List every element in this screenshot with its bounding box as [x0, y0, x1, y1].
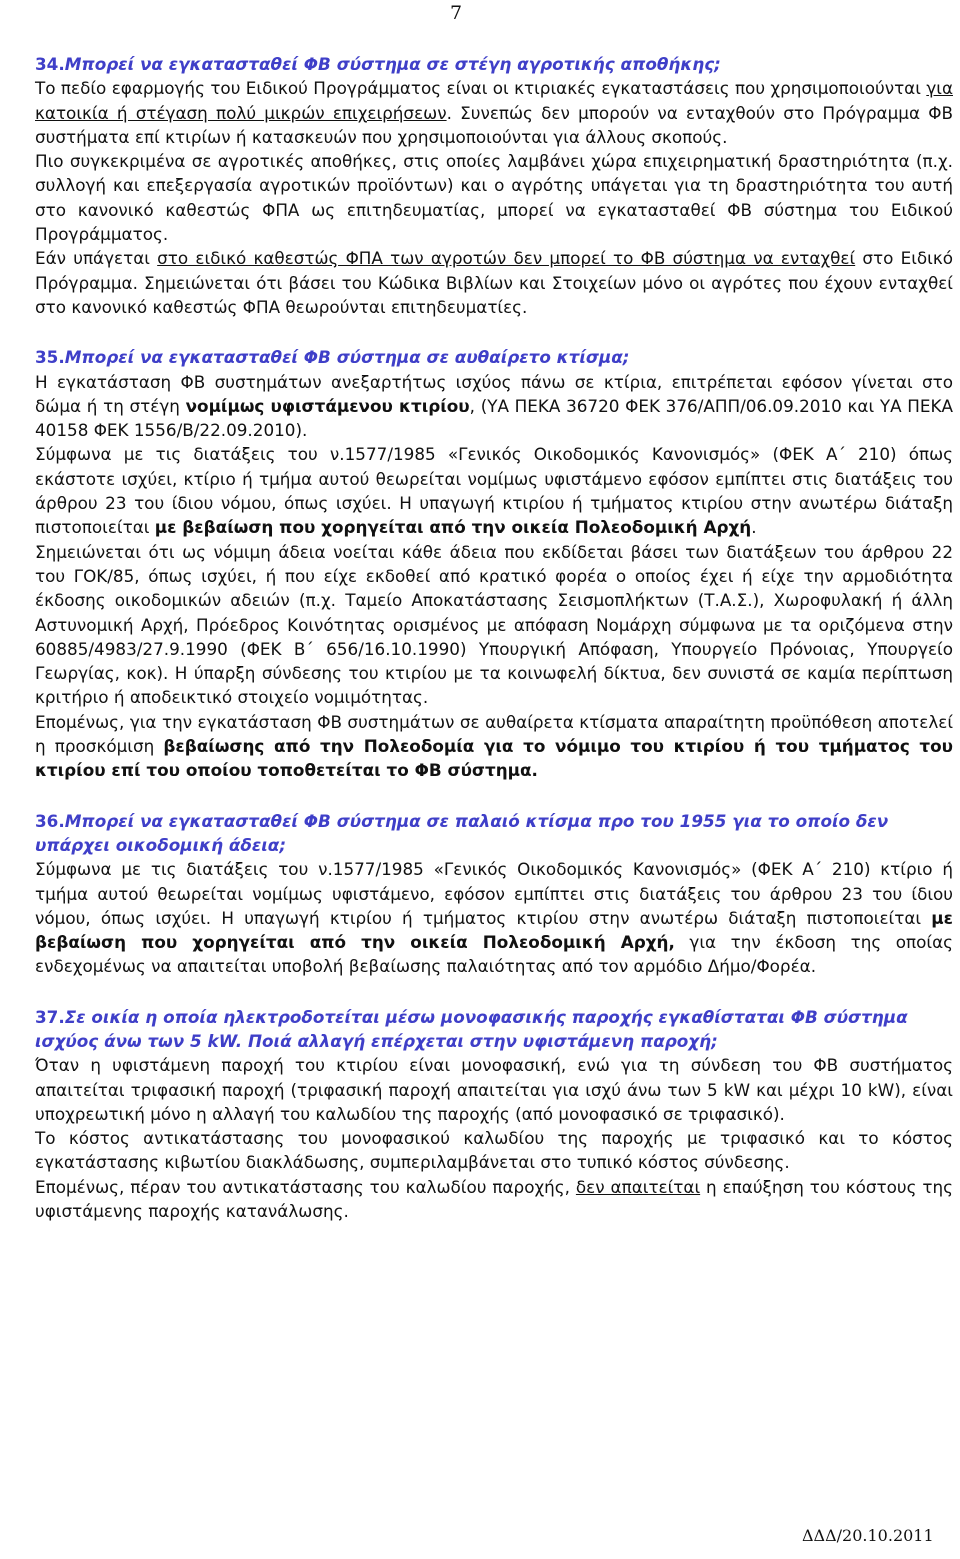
question-title — [35, 809, 953, 858]
footer-reference: ΔΔΔ/20.10.2011 — [802, 1526, 934, 1545]
bold-text: με βεβαίωση που χορηγείται από την οικεία Πολεοδομική Αρχή, — [35, 907, 953, 953]
question-text: Μπορεί να εγκατασταθεί ΦΒ σύστημα σε παλαιό κτίσμα προ του 1955 για το οποίο δεν υπάρχει οικοδομική άδεια; — [35, 810, 889, 855]
question-36 — [35, 809, 953, 979]
bold-text: νομίμως υφιστάμενου κτιρίου — [185, 395, 470, 416]
question-text: Μπορεί να εγκατασταθεί ΦΒ σύστημα σε αυθαίρετο κτίσμα; — [64, 347, 630, 368]
question-34 — [35, 52, 953, 319]
question-title — [35, 1005, 953, 1054]
question-number: 36. — [35, 810, 65, 831]
answer-paragraph: Το κόστος αντικατάστασης του μονοφασικού καλωδίου της παροχής με τριφασικό και το κόστος εγκατάστασης κιβωτίου διακλάδωσης, συμπεριλαμβάνεται στο τυπικό κόστος σύνδεσης. — [35, 1128, 953, 1173]
underlined-text: στο ειδικό καθεστώς ΦΠΑ των αγροτών δεν μπορεί το ΦΒ σύστημα να ενταχθεί — [157, 248, 856, 269]
question-37 — [35, 1005, 953, 1224]
bold-text: βεβαίωσης από την Πολεοδομία για το νόμιμο του κτιρίου ή του τμήματος του κτιρίου επί του οποίου τοποθετείται το ΦΒ σύστημα. — [35, 736, 953, 781]
answer-paragraph: Επομένως, πέραν του αντικατάστασης του καλωδίου παροχής, δεν απαιτείται η επαύξηση του κόστους της υφιστάμενης παροχής κατανάλωσης. — [35, 1176, 953, 1222]
question-title — [35, 52, 953, 76]
answer-paragraph: Πιο συγκεκριμένα σε αγροτικές αποθήκες, στις οποίες λαμβάνει χώρα επιχειρηματική δραστηριότητα (π.χ. συλλογή και επεξεργασία αγροτικών προϊόντων) και ο αγρότης υπάγεται για τη δραστηριότητα του αυτή στο κανονικό καθεστώς ΦΠΑ ως επιτηδευματίας, μπορεί να εγκατασταθεί ΦΒ σύστημα του Ειδικού Προγράμματος. — [35, 151, 953, 245]
question-35 — [35, 345, 953, 782]
underlined-text: για κατοικία ή στέγαση πολύ μικρών επιχειρήσεων — [35, 78, 953, 123]
answer-paragraph: Όταν η υφιστάμενη παροχή του κτιρίου είναι μονοφασική, ενώ για τη σύνδεση του ΦΒ συστήματος απαιτείται τριφασική παροχή (τριφασική παροχή απαιτείται για ισχύ άνω των 5 kW και μέχρι 10 kW), είναι υποχρεωτική μόνο η αλλαγή του καλωδίου της παροχής (από μονοφασικό σε τριφασικό). — [35, 1055, 953, 1124]
question-text: Σε οικία η οποία ηλεκτροδοτείται μέσω μονοφασικής παροχής εγκαθίσταται ΦΒ σύστημα ισχύος άνω των 5 kW. Ποιά αλλαγή επέρχεται στην υφιστάμενη παροχή; — [35, 1006, 908, 1051]
answer-paragraph: Σημειώνεται ότι ως νόμιμη άδεια νοείται κάθε άδεια που εκδίδεται βάσει των διατάξεων του άρθρου 22 του ΓΟΚ/85, όπως ισχύει, ή που είχε εκδοθεί από κρατικό φορέα ο οποίος έχει ή είχε την αρμοδιότητα έκδοσης οικοδομικών αδειών (π.χ. Ταμείο Αποκατάστασης Σεισμοπλήκτων (Τ.Α.Σ.), Χωροφυλακή ή άλλη Αστυνομική Αρχή, Πρόεδρος Κοινότητας ορισμένος με απόφαση Νομάρχη σύμφωνα με τα οριζόμενα στην 60885/4983/27.9.1990 (ΦΕΚ Β΄ 656/16.10.1990) Υπουργική Απόφαση, Υπουργείο Πρόνοιας, Υπουργείο Γεωργίας, κοκ). Η ύπαρξη σύνδεσης του κτιρίου με τα κοινωφελή δίκτυα, δεν συνιστά σε καμία περίπτωση κριτήριο ή αποδεικτικό στοιχείο νομιμότητας. — [35, 541, 953, 708]
question-text: Μπορεί να εγκατασταθεί ΦΒ σύστημα σε στέγη αγροτικής αποθήκης; — [64, 54, 721, 74]
underlined-text: δεν απαιτείται — [575, 1176, 701, 1197]
faq-content — [35, 52, 953, 1223]
answer-paragraph: Η εγκατάσταση ΦΒ συστημάτων ανεξαρτήτως ισχύος πάνω σε κτίρια, επιτρέπεται εφόσον γίνεται στο δώμα ή τη στέγη νομίμως υφιστάμενου κτιρίου, (ΥΑ ΠΕΚΑ 36720 ΦΕΚ 376/ΑΠΠ/06.09.2010 και ΥΑ ΠΕΚΑ 40158 ΦΕΚ 1556/Β/22.09.2010). — [35, 371, 953, 441]
answer-paragraph: Επομένως, για την εγκατάσταση ΦΒ συστημάτων σε αυθαίρετα κτίσματα απαραίτητη προϋπόθεση αποτελεί η προσκόμιση βεβαίωσης από την Πολεοδομία για το νόμιμο του κτιρίου ή του τμήματος του κτιρίου επί του οποίου τοποθετείται το ΦΒ σύστημα. — [35, 711, 953, 781]
page-number: 7 — [450, 2, 463, 24]
bold-text: με βεβαίωση που χορηγείται από την οικεία Πολεοδομική Αρχή — [154, 517, 752, 538]
question-number: 34. — [35, 54, 65, 74]
answer-paragraph: Σύμφωνα με τις διατάξεις του ν.1577/1985 «Γενικός Οικοδομικός Κανονισμός» (ΦΕΚ Α΄ 210) όπως εκάστοτε ισχύει, κτίριο ή τμήμα αυτού θεωρείται νομίμως υφιστάμενο εφόσον εμπίπτει στις διατάξεις του άρθρου 23 του ίδιου νόμου, όπως ισχύει. Η υπαγωγή κτιρίου ή τμήματος κτιρίου στην ανωτέρω διάταξη πιστοποιείται με βεβαίωση που χορηγείται από την οικεία Πολεοδομική Αρχή. — [35, 444, 953, 538]
answer-paragraph: Σύμφωνα με τις διατάξεις του ν.1577/1985 «Γενικός Οικοδομικός Κανονισμός» (ΦΕΚ Α΄ 210) κτίριο ή τμήμα αυτού θεωρείται νομίμως υφιστάμενο, εφόσον εμπίπτει στις διατάξεις του άρθρου 23 του ίδιου νόμου, όπως ισχύει. Η υπαγωγή κτιρίου ή τμήματος κτιρίου στην ανωτέρω διάταξη πιστοποιείται με βεβαίωση που χορηγείται από την οικεία Πολεοδομική Αρχή, για την έκδοση της οποίας ενδεχομένως να απαιτείται υποβολή βεβαίωσης παλαιότητας από τον αρμόδιο Δήμο/Φορέα. — [35, 859, 953, 977]
answer-paragraph: Εάν υπάγεται στο ειδικό καθεστώς ΦΠΑ των αγροτών δεν μπορεί το ΦΒ σύστημα να ενταχθεί στο Ειδικό Πρόγραμμα. Σημειώνεται ότι βάσει του Κώδικα Βιβλίων και Στοιχείων μόνο οι αγρότες που έχουν ενταχθεί στο κανονικό καθεστώς ΦΠΑ θεωρούνται επιτηδευματίες. — [35, 248, 953, 317]
question-number: 35. — [35, 347, 65, 368]
question-title — [35, 345, 953, 369]
answer-paragraph: Το πεδίο εφαρμογής του Ειδικού Προγράμματος είναι οι κτιριακές εγκαταστάσεις που χρησιμοποιούνται για κατοικία ή στέγαση πολύ μικρών επιχειρήσεων. Συνεπώς δεν μπορούν να ενταχθούν στο Πρόγραμμα ΦΒ συστήματα επί κτιρίων ή κατασκευών που χρησιμοποιούνται για άλλους σκοπούς. — [35, 78, 953, 147]
question-number: 37. — [35, 1006, 65, 1027]
